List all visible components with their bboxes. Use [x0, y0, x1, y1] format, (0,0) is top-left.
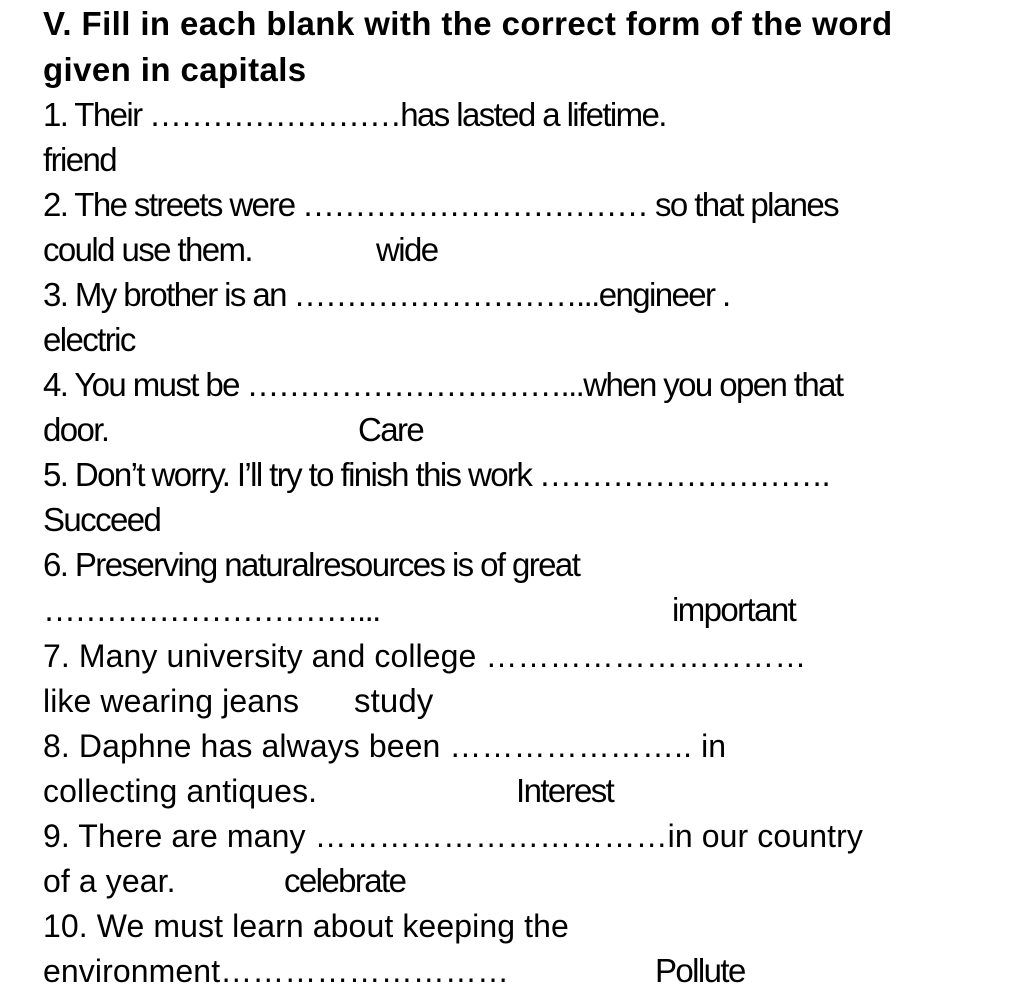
question-8-text: 8. Daphne has always been ………………….. in: [43, 728, 727, 764]
question-2-text: 2. The streets were …………………………… so that planes: [43, 186, 839, 223]
question-8-text-continued: collecting antiques.: [43, 773, 318, 809]
question-5-word: Succeed: [43, 501, 161, 538]
exercise-heading-line-1: V. Fill in each blank with the correct form of the word: [43, 5, 893, 42]
question-2-text-continued: could use them.: [43, 231, 252, 268]
question-4-text-continued: door.: [43, 411, 109, 448]
question-4-word: Care: [358, 411, 424, 448]
question-3-word: electric: [43, 321, 135, 358]
question-1-word: friend: [43, 141, 116, 178]
question-4-text: 4. You must be …………………………...when you open that: [43, 366, 843, 403]
question-10-text-continued: environment………………………: [43, 953, 510, 989]
question-7-word: study: [354, 682, 434, 719]
question-9-text-continued: of a year.: [43, 863, 176, 899]
exercise-heading-line-2: given in capitals: [43, 51, 307, 88]
question-9-text: 9. There are many ……………………………in our country: [43, 818, 863, 854]
question-7-text-continued: like wearing jeans: [43, 683, 300, 719]
question-5-text: 5. Don’t worry. I’ll try to finish this work ……………………….: [43, 456, 830, 493]
question-7-text: 7. Many university and college …………………………: [43, 638, 807, 674]
question-8-word: Interest: [516, 772, 614, 809]
question-3-text: 3. My brother is an ………………………...engineer .: [43, 276, 730, 313]
question-9-word: celebrate: [284, 862, 406, 899]
question-6-blank: …………………………...: [43, 591, 380, 628]
question-10-text: 10. We must learn about keeping the: [43, 908, 569, 944]
question-6-text: 6. Preserving naturalresources is of great: [43, 546, 580, 583]
question-2-word: wide: [376, 231, 438, 268]
question-1-text: 1. Their ……………………has lasted a lifetime.: [43, 96, 666, 133]
question-10-word: Pollute: [655, 952, 745, 989]
question-6-word: important: [672, 591, 796, 628]
